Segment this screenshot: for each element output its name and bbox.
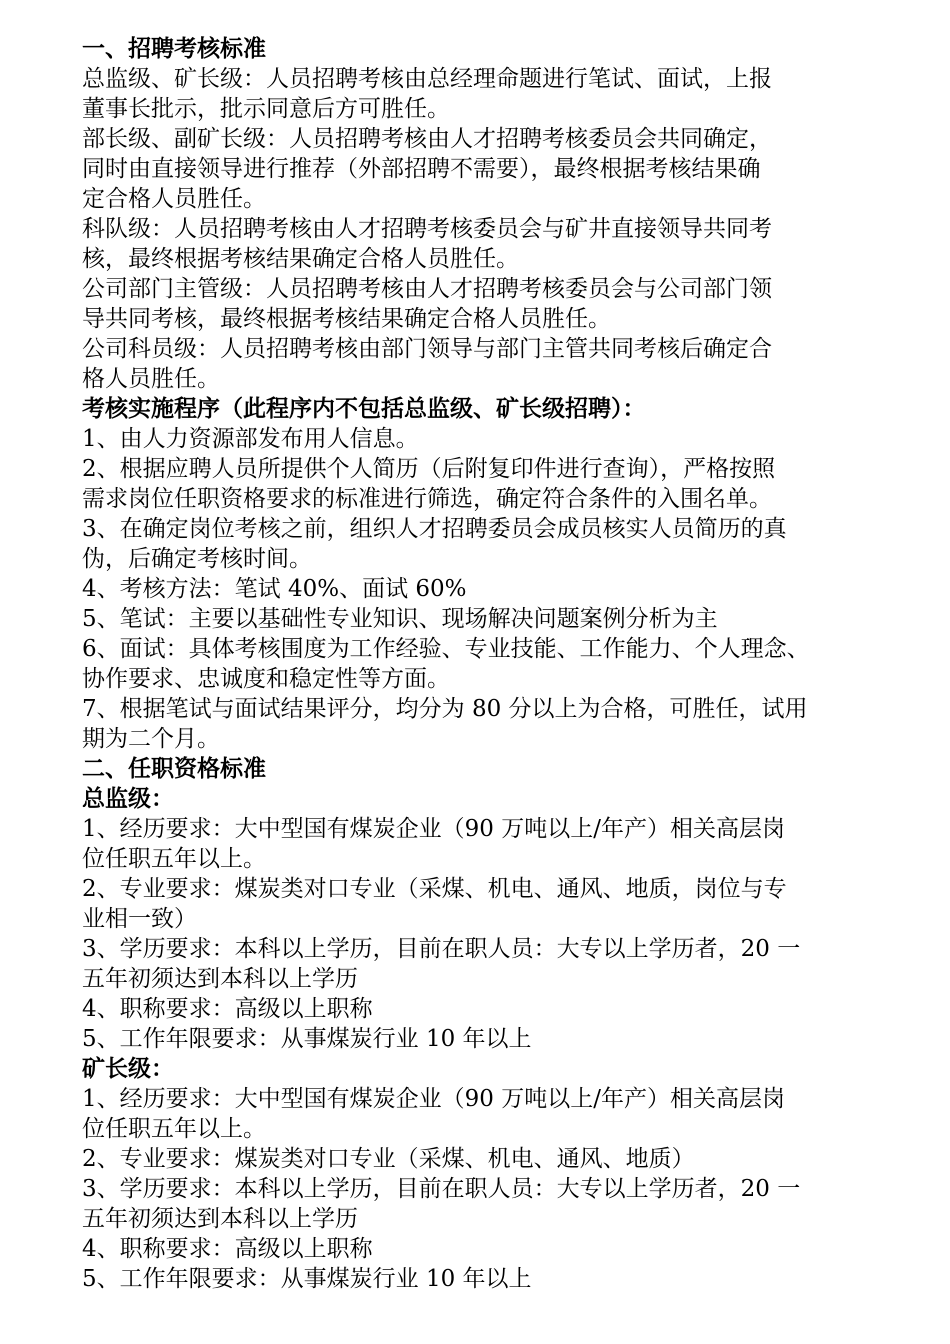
body-text-line: 3、在确定岗位考核之前，组织人才招聘委员会成员核实人员简历的真 (82, 516, 787, 542)
body-text-line: 部长级、副矿长级：人员招聘考核由人才招聘考核委员会共同确定， (82, 126, 772, 152)
body-text-line: 公司科员级：人员招聘考核由部门领导与部门主管共同考核后确定合 (82, 336, 772, 362)
body-text-line: 董事长批示，批示同意后方可胜任。 (82, 96, 450, 122)
body-text-line: 格人员胜任。 (82, 366, 220, 392)
body-text-line: 导共同考核，最终根据考核结果确定合格人员胜任。 (82, 306, 611, 332)
body-text-line: 1、由人力资源部发布用人信息。 (82, 426, 419, 452)
body-text-line: 业相一致） (82, 906, 197, 932)
body-text-line: 5、工作年限要求：从事煤炭行业 10 年以上 (82, 1026, 532, 1052)
body-text-line: 5、工作年限要求：从事煤炭行业 10 年以上 (82, 1266, 532, 1292)
body-text-line: 4、职称要求：高级以上职称 (82, 996, 373, 1022)
body-text-line: 协作要求、忠诚度和稳定性等方面。 (82, 666, 450, 692)
body-text-line: 五年初须达到本科以上学历 (82, 1206, 358, 1232)
body-text-line: 公司部门主管级：人员招聘考核由人才招聘考核委员会与公司部门领 (82, 276, 772, 302)
section-heading-line: 总监级： (82, 785, 174, 812)
body-text-line: 定合格人员胜任。 (82, 186, 266, 212)
body-text-line: 需求岗位任职资格要求的标准进行筛选，确定符合条件的入围名单。 (82, 486, 772, 512)
body-text-line: 1、经历要求：大中型国有煤炭企业（90 万吨以上/年产）相关高层岗 (82, 1086, 785, 1112)
body-text-line: 核，最终根据考核结果确定合格人员胜任。 (82, 246, 519, 272)
body-text-line: 总监级、矿长级：人员招聘考核由总经理命题进行笔试、面试，上报 (82, 66, 772, 92)
body-text-line: 2、专业要求：煤炭类对口专业（采煤、机电、通风、地质） (82, 1146, 695, 1172)
body-text-line: 期为二个月。 (82, 726, 220, 752)
section-heading-line: 考核实施程序（此程序内不包括总监级、矿长级招聘）： (82, 395, 646, 422)
body-text-line: 位任职五年以上。 (82, 1116, 266, 1142)
body-text-line: 五年初须达到本科以上学历 (82, 966, 358, 992)
body-text-line: 4、职称要求：高级以上职称 (82, 1236, 373, 1262)
body-text-line: 7、根据笔试与面试结果评分，均分为 80 分以上为合格，可胜任，试用 (82, 696, 808, 722)
body-text-line: 伪，后确定考核时间。 (82, 546, 312, 572)
section-heading-line: 一、招聘考核标准 (82, 35, 266, 62)
section-heading-line: 矿长级： (82, 1055, 174, 1082)
document-page (82, 34, 882, 1294)
body-text-line: 2、专业要求：煤炭类对口专业（采煤、机电、通风、地质，岗位与专 (82, 876, 787, 902)
body-text-line: 位任职五年以上。 (82, 846, 266, 872)
body-text-line: 同时由直接领导进行推荐（外部招聘不需要），最终根据考核结果确 (82, 156, 761, 182)
body-text-line: 3、学历要求：本科以上学历，目前在职人员：大专以上学历者，20 一 (82, 1176, 801, 1202)
body-text-line: 3、学历要求：本科以上学历，目前在职人员：大专以上学历者，20 一 (82, 936, 801, 962)
body-text-line: 6、面试：具体考核围度为工作经验、专业技能、工作能力、个人理念、 (82, 636, 810, 662)
body-text-line: 科队级：人员招聘考核由人才招聘考核委员会与矿井直接领导共同考 (82, 216, 772, 242)
body-text-line: 4、考核方法：笔试 40%、面试 60% (82, 576, 467, 602)
body-text-line: 5、笔试：主要以基础性专业知识、现场解决问题案例分析为主 (82, 606, 718, 632)
body-text-line: 2、根据应聘人员所提供个人简历（后附复印件进行查询），严格按照 (82, 456, 776, 482)
body-text-line: 1、经历要求：大中型国有煤炭企业（90 万吨以上/年产）相关高层岗 (82, 816, 785, 842)
section-heading-line: 二、任职资格标准 (82, 755, 266, 782)
